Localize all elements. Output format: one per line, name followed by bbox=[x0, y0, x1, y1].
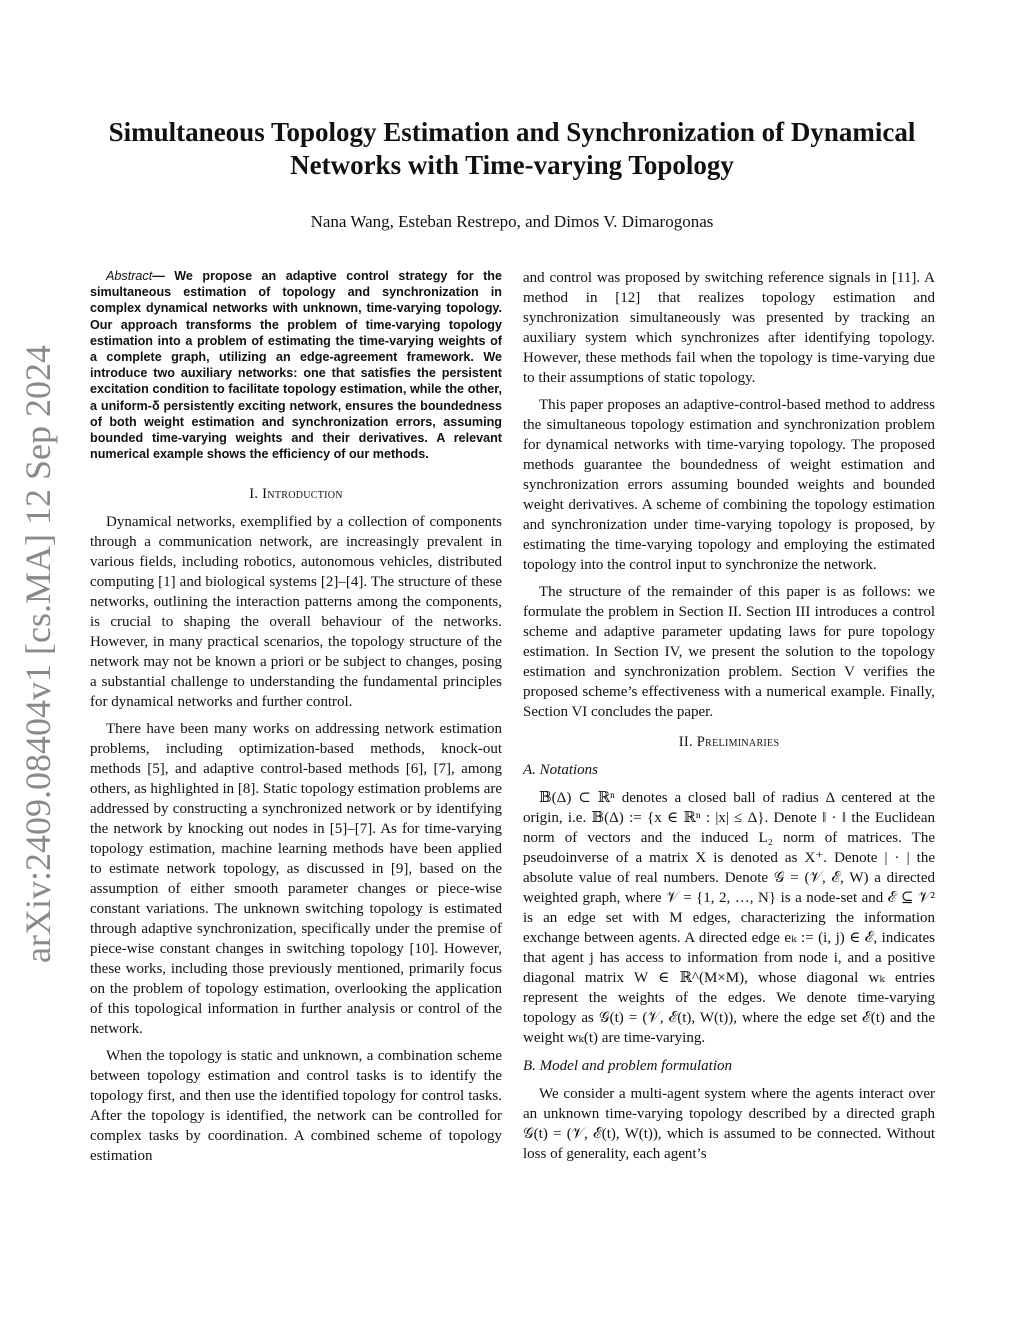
notations-paragraph: 𝔹(Δ) ⊂ ℝⁿ denotes a closed ball of radius Δ centered at the origin, i.e. 𝔹(Δ) := {x ∈ ℝⁿ : |x| ≤ Δ}. Denote ‖ · ‖ the Euclidean norm of vectors and the induced L₂ norm of matrices. The pseudoinverse of a matrix X is denoted as X⁺. Denote | · | the absolute value of real numbers. Denote 𝒢 = (𝒱, ℰ, W) a directed weighted graph, where 𝒱 = {1, 2, …, N} is a node-set and ℰ ⊆ 𝒱² is an edge set with M edges, characterizing the information exchange between agents. A directed edge eₖ := (i, j) ∈ ℰ, indicates that agent j has access to information from node i, and a positive diagonal matrix W ∈ ℝ^(M×M), whose diagonal wₖ entries represent the weights of the edges. We denote time-varying topology as 𝒢(t) = (𝒱, ℰ(t), W(t)), where the edge set ℰ(t) and the weight wₖ(t) are time-varying. bbox=[523, 790, 935, 1046]
intro-paragraph-2: There have been many works on addressing network estimation problems, including optimization-based methods, knock-out methods [5], and adaptive control-based methods [6], [7], among others, as highlighted in [8]. Static topology estimation problems are addressed by constructing a synchronized network or by identifying the network by knocking out nodes in [5]–[7]. As for time-varying topology estimation, machine learning methods have been applied to estimate network topology, as discussed in [9], based on the assumption of either smooth parameter changes or piece-wise constant variations. The unknown switching topology is estimated through adaptive synchronization, specifically under the premise of piece-wise constant changes in switching topology [10]. However, these works, including those previously mentioned, primarily focus on the problem of topology estimation, overlooking the application of this topological information in further analysis or control of the network. bbox=[90, 721, 503, 1038]
model-paragraph: We consider a multi-agent system where the agents interact over an unknown time-varying topology described by a directed graph 𝒢(t) = (𝒱, ℰ(t), W(t)), which is assumed to be connected. Without loss of generality, each agent’s bbox=[523, 1086, 935, 1162]
intro-paragraph-3-continued: and control was proposed by switching reference signals in [11]. A method in [12] that realizes topology estimation and synchronization simultaneously was presented by tracking an auxiliary system which synchronizes after identifying topology. However, these methods fail when the topology is time-varying due to their assumptions of static topology. bbox=[523, 270, 935, 386]
abstract-text: We propose an adaptive control strategy for the simultaneous estimation of topology and synchronization in complex dynamical networks with unknown, time-varying topology. Our approach transforms the problem of time-varying topology estimation into a problem of estimating the time-varying weights of a complete graph, utilizing an edge-agreement framework. We introduce two auxiliary networks: one that satisfies the persistent excitation condition to facilitate topology estimation, while the other, a uniform-δ persistently exciting network, ensures the boundedness of both weight estimation and synchronization errors, assuming bounded time-varying weights and their derivatives. A relevant numerical example shows the efficiency of our methods. bbox=[90, 269, 502, 462]
right-column bbox=[523, 268, 935, 1171]
author-list: Nana Wang, Esteban Restrepo, and Dimos V. Dimarogonas bbox=[310, 212, 714, 231]
paper-title: Simultaneous Topology Estimation and Synchronization of Dynamical Networks with Time-varying Topology bbox=[108, 117, 916, 180]
abstract bbox=[90, 268, 502, 462]
left-column bbox=[90, 268, 502, 1173]
arxiv-stamp bbox=[8, 345, 72, 970]
intro-paragraph-4: This paper proposes an adaptive-control-based method to address the simultaneous topology estimation and synchronization problem for dynamical networks with time-varying topology. The proposed methods guarantee the boundedness of weight estimation and synchronization errors assuming bounded weights and bounded weight derivatives. A scheme of combining the topology estimation and synchronization under time-varying topology is proposed, by estimating the time-varying topology and employing the estimated topology into the control input to synchronize the network. bbox=[523, 397, 935, 573]
subsection-heading-model: B. Model and problem formulation bbox=[523, 1058, 733, 1074]
abstract-dash: — bbox=[152, 269, 165, 283]
arxiv-stamp-text: arXiv:2409.08404v1 [cs.MA] 12 Sep 2024 bbox=[18, 345, 58, 963]
intro-paragraph-1: Dynamical networks, exemplified by a collection of components through a communication network, are increasingly prevalent in various fields, including robotics, autonomous vehicles, distributed computing [1] and biological systems [2]–[4]. The structure of these networks, outlining the interaction patterns among the components, is crucial to shaping the overall behaviour of the networks. However, in many practical scenarios, the topology structure of the network may not be known a priori or be subject to changes, posing a substantial challenge to understanding the fundamental principles for dynamical networks and further control. bbox=[90, 514, 502, 711]
intro-paragraph-3: When the topology is static and unknown, a combination scheme between topology estimation and control tasks is to identify the topology first, and then use the identified topology for control tasks. After the topology is identified, the network can be controlled for complex tasks by coordination. A combined scheme of topology estimation bbox=[90, 1048, 502, 1165]
section-heading-preliminaries: II. Preliminaries bbox=[678, 734, 780, 750]
section-heading-introduction: I. Introduction bbox=[249, 486, 343, 503]
subsection-heading-notations: A. Notations bbox=[523, 762, 599, 778]
abstract-label: Abstract bbox=[106, 269, 153, 283]
intro-paragraph-5: The structure of the remainder of this paper is as follows: we formulate the problem in Section II. Section III introduces a control scheme and adaptive parameter updating laws for pure topology estimation. In Section IV, we present the solution to the topology estimation and synchronization problem. Section V verifies the proposed scheme’s effectiveness with a numerical example. Finally, Section VI concludes the paper. bbox=[523, 584, 935, 720]
